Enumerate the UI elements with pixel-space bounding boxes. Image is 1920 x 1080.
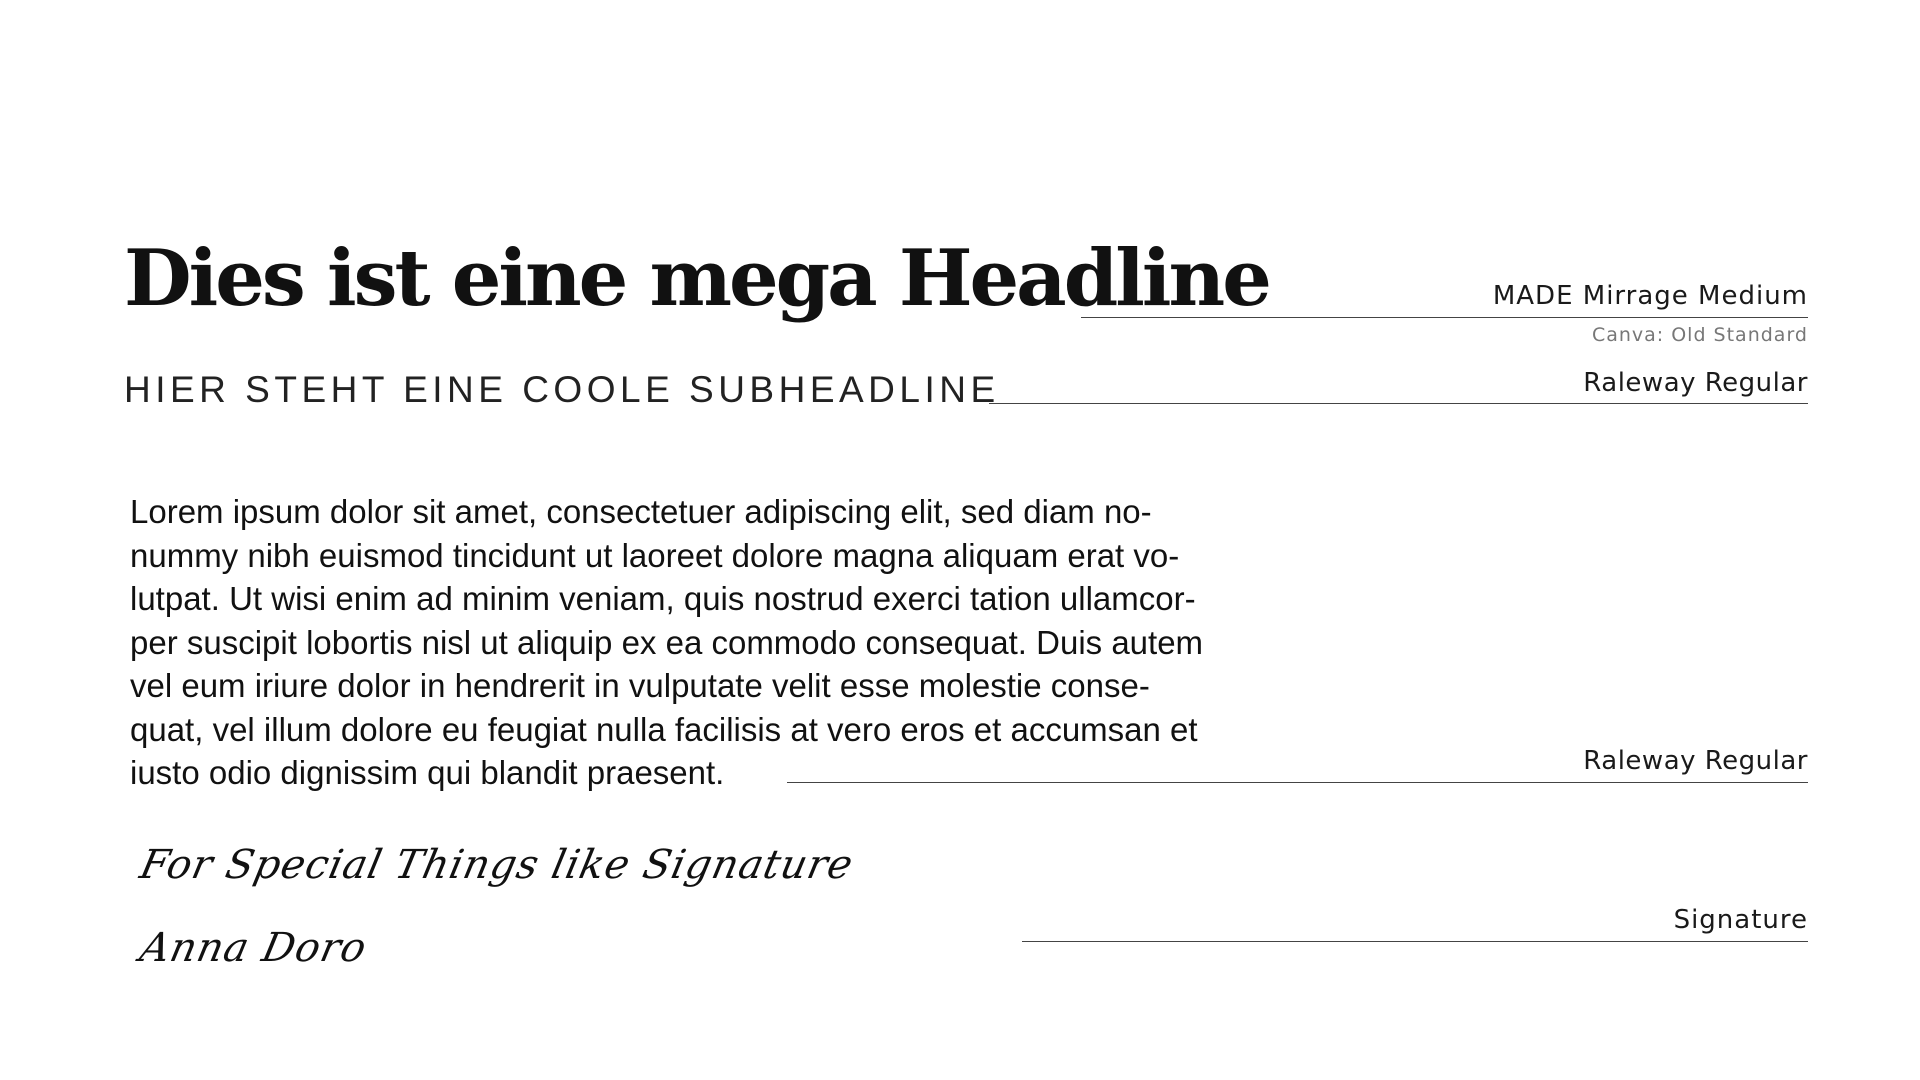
body-font-label: Raleway Regular	[1583, 746, 1808, 776]
body-line: iusto odio dignissim qui blandit praesent.	[130, 754, 725, 791]
signature-font-label: Signature	[1673, 905, 1808, 935]
headline-canva-alt-label: Canva: Old Standard	[1591, 324, 1808, 346]
headline-font-label: MADE Mirrage Medium	[1492, 281, 1808, 311]
body-line: lutpat. Ut wisi enim ad minim veniam, quis nostrud exerci tation ullamcor-	[130, 580, 1196, 617]
body-text-sample	[130, 490, 1330, 795]
headline-sample: Dies ist eine mega Headline	[124, 233, 1269, 324]
signature-name: Anna Doro	[136, 925, 372, 971]
body-line: quat, vel illum dolore eu feugiat nulla facilisis at vero eros et accumsan et	[130, 710, 1198, 748]
subheadline-font-label: Raleway Regular	[1583, 368, 1808, 398]
body-line: vel eum iriure dolor in hendrerit in vulputate velit esse molestie conse-	[130, 667, 1150, 704]
body-line: nummy nibh euismod tincidunt ut laoreet dolore magna aliquam erat vo-	[130, 536, 1180, 574]
headline-rule	[1081, 317, 1808, 318]
body-line: Lorem ipsum dolor sit amet, consectetuer adipiscing elit, sed diam no-	[130, 493, 1152, 530]
body-rule	[787, 782, 1808, 783]
subheadline-rule	[989, 403, 1808, 404]
body-line: per suscipit lobortis nisl ut aliquip ex ea commodo consequat. Duis autem	[130, 623, 1204, 661]
signature-rule	[1022, 941, 1808, 942]
subheadline-sample: HIER STEHT EINE COOLE SUBHEADLINE	[124, 369, 1000, 410]
signature-tagline: For Special Things like Signature	[136, 842, 858, 888]
